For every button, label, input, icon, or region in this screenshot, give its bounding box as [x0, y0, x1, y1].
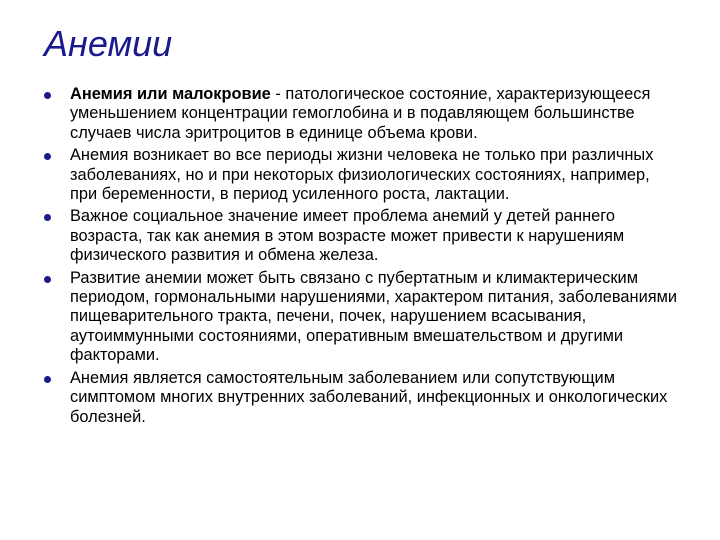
bullet-item [40, 146, 680, 204]
bullet-dot-icon [44, 276, 51, 283]
bullet-item [40, 85, 680, 143]
bullet-text: Важное социальное значение имеет проблема анемий у детей раннего возраста, так как анемия в этом возрасте может привести к нарушениям физического развития и обмена железа. [70, 207, 625, 265]
bullet-dot-icon [44, 214, 51, 221]
bullet-dot-icon [44, 153, 51, 160]
bullet-dot-icon [44, 376, 51, 383]
bullet-text: Развитие анемии может быть связано с пубертатным и климактерическим периодом, гормональными нарушениями, характером питания, заболеваниями пищеварительного тракта, печени, почек, нарушением всасывания, аутоиммунными состояниями, оперативным вмешательством и другими факторами. [70, 268, 678, 365]
bullet-term: Анемия или малокровие [70, 85, 271, 103]
bullet-text: Анемия является самостоятельным заболеванием или сопутствующим симптомом многих внутренних заболеваний, инфекционных и онкологических болезней. [70, 368, 668, 426]
bullet-dot-icon [44, 92, 51, 99]
bullet-text: Анемия возникает во все периоды жизни человека не только при различных заболеваниях, но и при некоторых физиологических состояниях, например, при беременности, в период усиленного роста, лактации. [70, 146, 654, 204]
bullet-item [40, 207, 680, 265]
slide-title: Анемии [44, 23, 173, 64]
bullet-item [40, 269, 680, 366]
bullet-item [40, 369, 680, 427]
bullet-text: - патологическое состояние, характеризующееся уменьшением концентрации гемоглобина и в подавляющем большинстве случаев числа эритроцитов в единице объема крови. [70, 85, 651, 142]
bullet-list [40, 85, 680, 430]
